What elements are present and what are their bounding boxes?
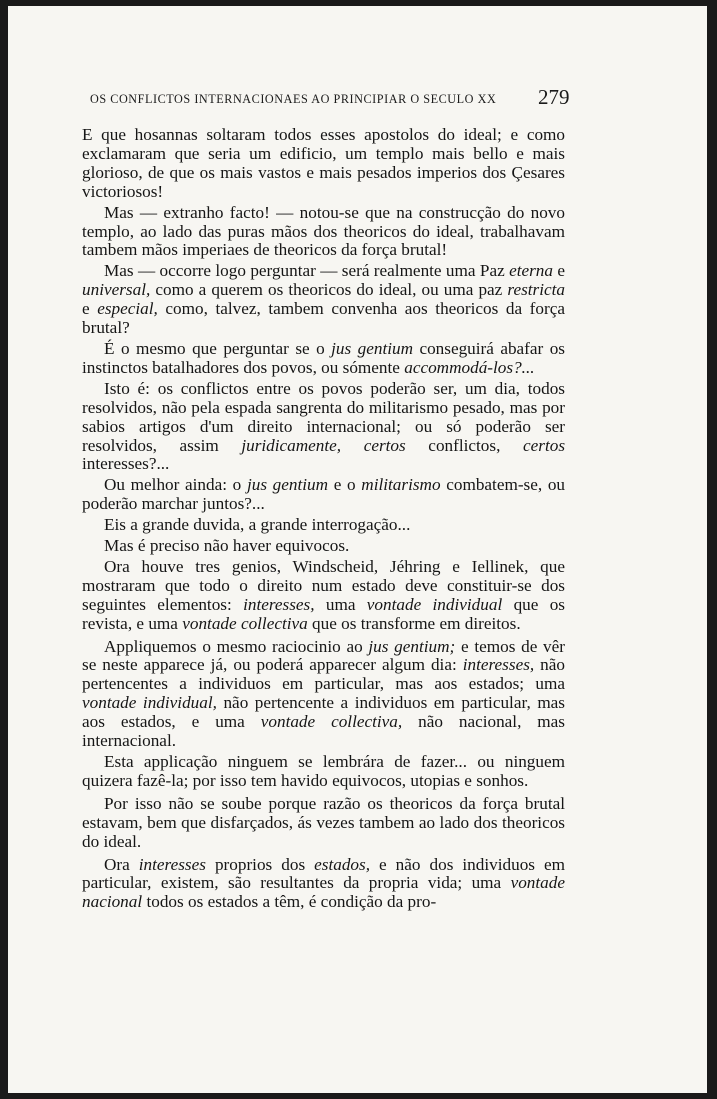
italic-run: universal, (82, 280, 151, 300)
paragraph (82, 638, 565, 751)
page-number: 279 (538, 85, 570, 109)
italic-run: estados, (314, 854, 371, 874)
paragraph (82, 262, 565, 338)
text-run: Ou melhor ainda: o (104, 475, 247, 495)
text-run: Eis a grande duvida, a grande interrogação... (104, 515, 411, 535)
text-run: e (552, 261, 565, 281)
text-run: proprios dos (205, 854, 315, 874)
text-run: interesses?... (82, 454, 170, 474)
paragraph (82, 795, 565, 852)
paragraph (82, 558, 565, 634)
text-run: Mas — occorre logo perguntar — será realmente uma Paz (104, 261, 510, 281)
text-run: conseguirá abafar os instinctos batalhadores dos povos, ou sómente (82, 338, 565, 377)
italic-run: interesses (138, 854, 206, 874)
text-run: E que hosannas soltaram todos esses apostolos do ideal; e como exclamaram que seria um edificio, um templo mais bello e mais glorioso, de que os mais vastos e mais pesados imperios dos Çesares victoriosos! (82, 125, 565, 201)
text-run: e o (328, 475, 362, 495)
text-run: e não dos individuos em particular, existem, são resultantes da propria vida; uma (82, 854, 565, 893)
paragraph (82, 753, 565, 791)
paragraph (82, 476, 565, 514)
text-run: Ora (104, 854, 139, 874)
book-page (8, 6, 707, 1093)
text-run: É o mesmo que perguntar se o (104, 338, 332, 358)
italic-run: restricta (507, 280, 565, 300)
paragraph (82, 516, 565, 535)
text-run: Por isso não se soube porque razão os theoricos da força brutal estavam, bem que disfarçados, ás vezes tambem ao lado dos theoricos do ideal. (82, 793, 565, 851)
text-run: que os revista, e uma (82, 594, 565, 633)
text-run: Esta applicação ninguem se lembrára de fazer... ou ninguem quizera fazê-la; por isso tem havido equivocos, utopias e sonhos. (82, 752, 565, 790)
italic-run: juridicamente, certos (241, 435, 406, 455)
paragraph (82, 380, 565, 475)
paragraph (82, 126, 565, 202)
text-run: Ora houve tres genios, Windscheid, Jéhring e Iellinek, que mostraram que todo o direito num estado deve constituir-se dos seguintes elementos: (82, 556, 565, 614)
paragraph (82, 537, 565, 556)
italic-run: especial, (97, 299, 158, 319)
italic-run: jus gentium; (368, 636, 456, 656)
text-run: não pertencentes a individuos em particular, mas aos estados; uma (82, 655, 565, 694)
italic-run: vontade collectiva (182, 613, 308, 633)
text-run: que os transforme em direitos. (307, 613, 521, 633)
italic-run: accommodá-los?... (404, 357, 535, 377)
paragraph (82, 204, 565, 261)
text-run: Mas é preciso não haver equivocos. (104, 536, 350, 556)
text-run: Mas — extranho facto! — notou-se que na construcção do novo templo, ao lado das puras mãos dos theoricos do ideal, trabalhavam tambem mãos imperiaes de theoricos da força brutal! (82, 202, 565, 260)
text-run: combatem-se, ou poderão marchar juntos?... (82, 475, 566, 514)
running-header: OS CONFLICTOS INTERNACIONAES AO PRINCIPIAR O SECULO XX (90, 92, 497, 106)
text-run: todos os estados a têm, é condição da pro- (142, 892, 437, 912)
italic-run: vontade collectiva, (260, 712, 403, 732)
italic-run: militarismo (361, 475, 441, 495)
italic-run: vontade individual (366, 594, 503, 614)
italic-run: interesses, (462, 655, 535, 675)
italic-run: jus gentium (331, 338, 413, 358)
italic-run: vontade individual, (82, 693, 217, 713)
text-run: conflictos, (405, 435, 523, 455)
text-run: não pertencente a individuos em particular, mas aos estados, e uma (82, 693, 566, 732)
text-run: e (82, 299, 98, 319)
italic-run: interesses, (243, 594, 315, 614)
paragraph (82, 856, 565, 913)
text-run: uma (314, 594, 367, 614)
text-run: não nacional, mas internacional. (82, 712, 565, 751)
text-run: como a querem os theoricos do ideal, ou uma paz (150, 280, 508, 300)
text-run: Appliquemos o mesmo raciocinio ao (104, 636, 369, 656)
italic-run: jus gentium (246, 475, 329, 495)
paragraph (82, 340, 565, 378)
body-text (82, 126, 565, 912)
italic-run: eterna (509, 261, 553, 281)
italic-run: certos (523, 435, 566, 455)
text-run: e temos de vêr se neste apparece já, ou poderá apparecer algum dia: (82, 636, 565, 675)
text-run: Isto é: os conflictos entre os povos poderão ser, um dia, todos resolvidos, não pela espada sangrenta do militarismo pesado, mas por sabios artigos d'um direito internacional; ou só poderão ser resolvidos, assim (82, 378, 565, 455)
text-run: como, talvez, tambem convenha aos theoricos da força brutal? (82, 299, 565, 338)
italic-run: vontade nacional (82, 873, 565, 912)
